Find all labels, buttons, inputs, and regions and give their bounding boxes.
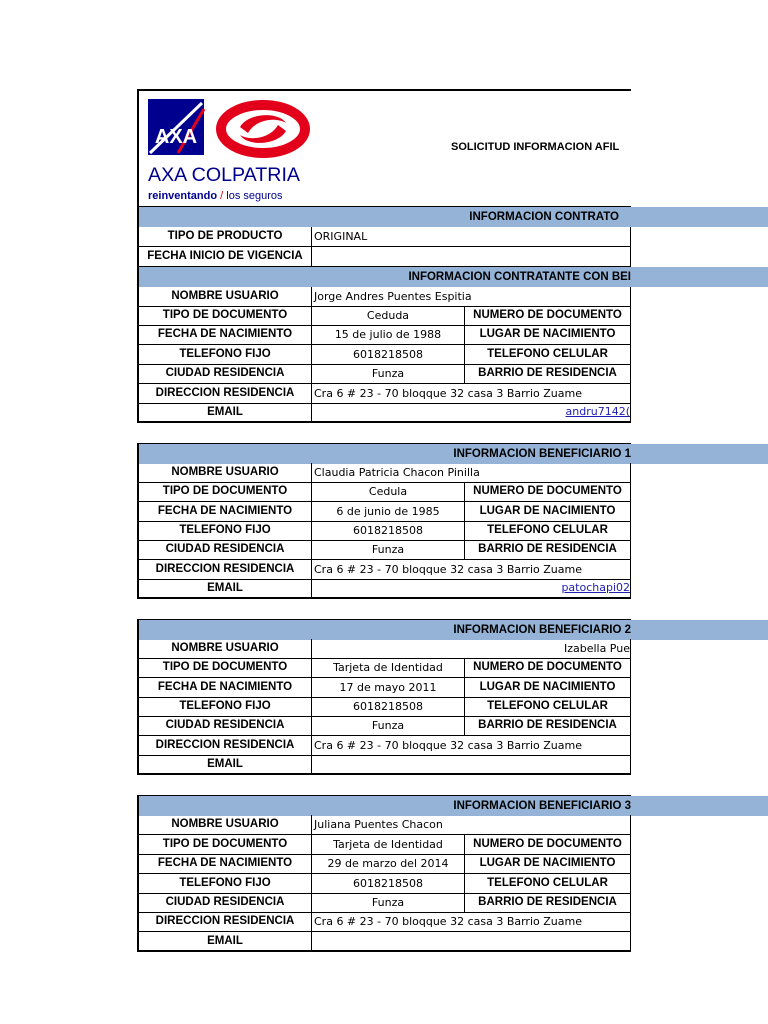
field-label: FECHA DE NACIMIENTO xyxy=(137,325,312,345)
axa-colpatria-logo xyxy=(148,99,318,204)
field-label: TIPO DE DOCUMENTO xyxy=(137,306,312,326)
field-label: CIUDAD RESIDENCIA xyxy=(137,540,312,560)
field-label: LUGAR DE NACIMIENTO xyxy=(465,678,631,698)
svg-text:reinventando /: reinventando / los seguros xyxy=(148,190,283,202)
field-label: NOMBRE USUARIO xyxy=(137,287,312,307)
form-sheet xyxy=(137,0,768,1024)
tipo-documento-value[interactable]: Cedula xyxy=(312,482,465,502)
fecha-nacimiento-value[interactable]: 15 de julio de 1988 xyxy=(312,325,465,345)
direccion-value[interactable]: Cra 6 # 23 - 70 bloqque 32 casa 3 Barrio Zuame xyxy=(312,736,631,756)
field-label: TIPO DE DOCUMENTO xyxy=(137,835,312,855)
logo-tagline-a: reinventando xyxy=(148,190,218,202)
field-label: TELEFONO CELULAR xyxy=(465,697,631,717)
email-value[interactable] xyxy=(312,403,631,423)
form-header xyxy=(137,89,631,208)
row-fecha-inicio xyxy=(137,247,768,267)
row-telefono xyxy=(137,521,768,541)
row-direccion xyxy=(137,736,768,756)
field-label: BARRIO DE RESIDENCIA xyxy=(465,540,631,560)
logo-company-text: AXA COLPATRIA xyxy=(148,165,301,186)
ciudad-value[interactable]: Funza xyxy=(312,540,465,560)
row-fecha-nacimiento xyxy=(137,502,768,522)
row-direccion xyxy=(137,912,768,932)
field-label: NOMBRE USUARIO xyxy=(137,463,312,483)
ciudad-value[interactable]: Funza xyxy=(312,364,465,384)
field-label: DIRECCION RESIDENCIA xyxy=(137,736,312,756)
field-label: CIUDAD RESIDENCIA xyxy=(137,893,312,913)
email-link[interactable]: patochapi02 xyxy=(561,581,630,595)
field-label: TELEFONO FIJO xyxy=(137,697,312,717)
nombre-value[interactable]: Juliana Puentes Chacon xyxy=(312,815,631,835)
fecha-inicio-value[interactable] xyxy=(312,247,631,267)
field-label: FECHA DE NACIMIENTO xyxy=(137,854,312,874)
fecha-nacimiento-value[interactable]: 17 de mayo 2011 xyxy=(312,678,465,698)
row-ciudad xyxy=(137,364,768,384)
form-title: SOLICITUD INFORMACION AFIL xyxy=(451,141,620,153)
telefono-fijo-value[interactable]: 6018218508 xyxy=(312,697,465,717)
field-label: EMAIL xyxy=(137,403,312,423)
field-label: DIRECCION RESIDENCIA xyxy=(137,912,312,932)
row-nombre xyxy=(137,463,768,483)
row-email xyxy=(137,579,768,599)
nombre-value[interactable]: Claudia Patricia Chacon Pinilla xyxy=(312,463,631,483)
section-title: INFORMACION CONTRATANTE CON BEI xyxy=(137,267,631,287)
section-contratante-header xyxy=(137,267,768,287)
tipo-documento-value[interactable]: Tarjeta de Identidad xyxy=(312,835,465,855)
email-link[interactable]: andru7142( xyxy=(565,405,630,419)
field-label: BARRIO DE RESIDENCIA xyxy=(465,364,631,384)
field-label: BARRIO DE RESIDENCIA xyxy=(465,893,631,913)
section-beneficiario1-header xyxy=(137,444,768,464)
row-tipo-producto xyxy=(137,227,768,247)
row-nombre xyxy=(137,815,768,835)
section-title: INFORMACION BENEFICIARIO 3 xyxy=(137,796,631,816)
section-beneficiario2-header xyxy=(137,620,768,640)
row-fecha-nacimiento xyxy=(137,678,768,698)
row-fecha-nacimiento xyxy=(137,325,768,345)
field-label: EMAIL xyxy=(137,579,312,599)
field-label: LUGAR DE NACIMIENTO xyxy=(465,502,631,522)
row-ciudad xyxy=(137,716,768,736)
section-title: INFORMACION BENEFICIARIO 1 xyxy=(137,444,631,464)
field-label: EMAIL xyxy=(137,932,312,952)
logo-brand-text: AXA xyxy=(154,126,198,148)
field-label: FECHA DE NACIMIENTO xyxy=(137,502,312,522)
row-nombre xyxy=(137,287,768,307)
field-label: TELEFONO FIJO xyxy=(137,521,312,541)
email-value[interactable] xyxy=(312,755,631,775)
row-fecha-nacimiento xyxy=(137,854,768,874)
telefono-fijo-value[interactable]: 6018218508 xyxy=(312,345,465,365)
field-label: NUMERO DE DOCUMENTO xyxy=(465,482,631,502)
field-label: NUMERO DE DOCUMENTO xyxy=(465,658,631,678)
field-label: TELEFONO CELULAR xyxy=(465,345,631,365)
field-label: NUMERO DE DOCUMENTO xyxy=(465,835,631,855)
fecha-nacimiento-value[interactable]: 6 de junio de 1985 xyxy=(312,502,465,522)
row-email xyxy=(137,755,768,775)
nombre-value[interactable]: Jorge Andres Puentes Espitia xyxy=(312,287,631,307)
row-tipo-documento xyxy=(137,835,768,855)
nombre-value[interactable]: Izabella Pue xyxy=(312,639,631,659)
field-label: TELEFONO FIJO xyxy=(137,874,312,894)
field-label: EMAIL xyxy=(137,755,312,775)
field-label: TIPO DE DOCUMENTO xyxy=(137,482,312,502)
direccion-value[interactable]: Cra 6 # 23 - 70 bloqque 32 casa 3 Barrio Zuame xyxy=(312,384,631,404)
row-tipo-documento xyxy=(137,658,768,678)
field-label: TELEFONO FIJO xyxy=(137,345,312,365)
row-email xyxy=(137,403,768,423)
direccion-value[interactable]: Cra 6 # 23 - 70 bloqque 32 casa 3 Barrio Zuame xyxy=(312,560,631,580)
field-label: TIPO DE PRODUCTO xyxy=(137,227,312,247)
field-label: FECHA INICIO DE VIGENCIA xyxy=(137,247,312,267)
field-label: NOMBRE USUARIO xyxy=(137,639,312,659)
email-value[interactable] xyxy=(312,579,631,599)
fecha-nacimiento-value[interactable]: 29 de marzo del 2014 xyxy=(312,854,465,874)
row-telefono xyxy=(137,697,768,717)
row-direccion xyxy=(137,384,768,404)
section-title: INFORMACION BENEFICIARIO 2 xyxy=(137,620,631,640)
field-label: CIUDAD RESIDENCIA xyxy=(137,716,312,736)
row-nombre xyxy=(137,639,768,659)
ciudad-value[interactable]: Funza xyxy=(312,716,465,736)
ciudad-value[interactable]: Funza xyxy=(312,893,465,913)
field-label: DIRECCION RESIDENCIA xyxy=(137,560,312,580)
row-telefono xyxy=(137,874,768,894)
field-label: NOMBRE USUARIO xyxy=(137,815,312,835)
field-label: NUMERO DE DOCUMENTO xyxy=(465,306,631,326)
logo-tagline-b: los seguros xyxy=(226,190,283,202)
field-label: DIRECCION RESIDENCIA xyxy=(137,384,312,404)
row-ciudad xyxy=(137,893,768,913)
field-label: CIUDAD RESIDENCIA xyxy=(137,364,312,384)
field-label: FECHA DE NACIMIENTO xyxy=(137,678,312,698)
field-label: LUGAR DE NACIMIENTO xyxy=(465,854,631,874)
section-contrato-header xyxy=(137,207,768,227)
row-direccion xyxy=(137,560,768,580)
section-beneficiario3-header xyxy=(137,796,768,816)
telefono-fijo-value[interactable]: 6018218508 xyxy=(312,521,465,541)
field-label: TIPO DE DOCUMENTO xyxy=(137,658,312,678)
tipo-documento-value[interactable]: Ceduda xyxy=(312,306,465,326)
field-label: TELEFONO CELULAR xyxy=(465,874,631,894)
email-value[interactable] xyxy=(312,932,631,952)
field-label: LUGAR DE NACIMIENTO xyxy=(465,325,631,345)
row-tipo-documento xyxy=(137,482,768,502)
tipo-documento-value[interactable]: Tarjeta de Identidad xyxy=(312,658,465,678)
tipo-producto-value[interactable]: ORIGINAL xyxy=(312,227,631,247)
row-tipo-documento xyxy=(137,306,768,326)
row-telefono xyxy=(137,345,768,365)
field-label: BARRIO DE RESIDENCIA xyxy=(465,716,631,736)
section-title: INFORMACION CONTRATO xyxy=(137,207,631,227)
direccion-value[interactable]: Cra 6 # 23 - 70 bloqque 32 casa 3 Barrio Zuame xyxy=(312,912,631,932)
telefono-fijo-value[interactable]: 6018218508 xyxy=(312,874,465,894)
field-label: TELEFONO CELULAR xyxy=(465,521,631,541)
row-email xyxy=(137,932,768,952)
row-ciudad xyxy=(137,540,768,560)
